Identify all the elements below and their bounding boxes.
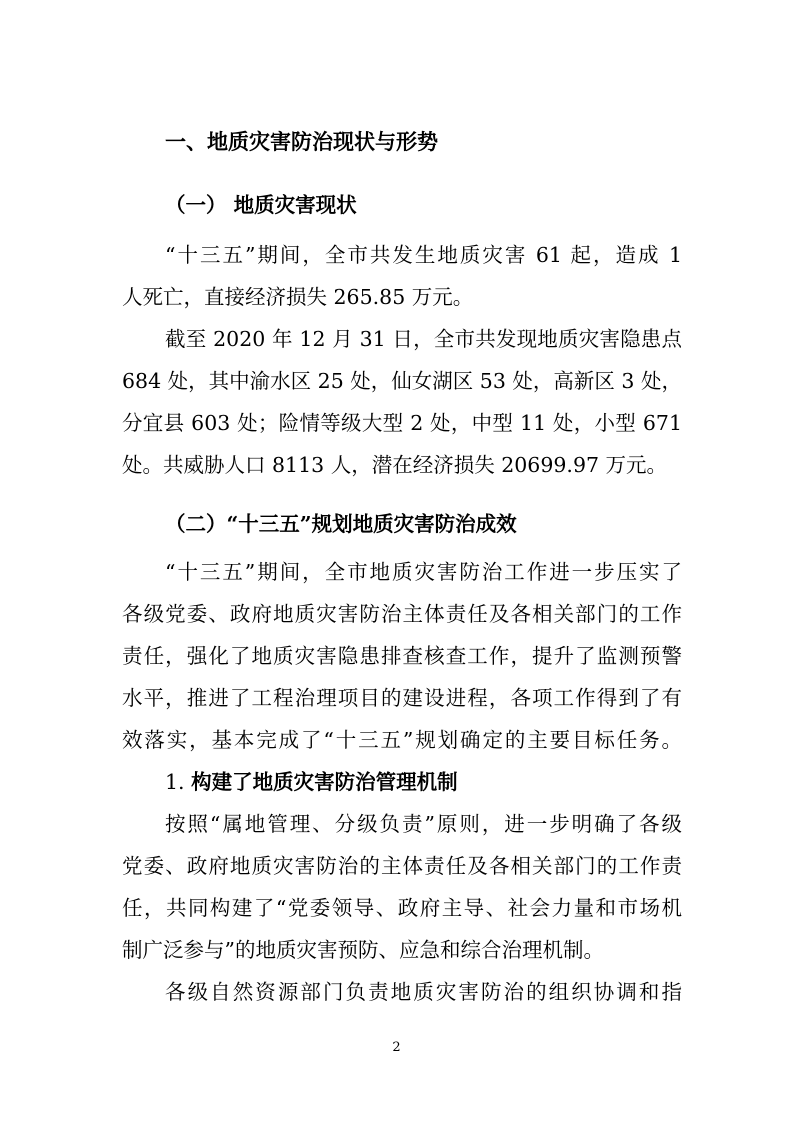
subheading-number: 1. — [165, 770, 185, 794]
paragraph-line: 按照“属地管理、分级负责”原则，进一步明确了各级 — [165, 812, 682, 836]
paragraph-line: 684 处，其中渝水区 25 处，仙女湖区 53 处，高新区 3 处， — [122, 369, 682, 393]
paragraph-line: 各级自然资源部门负责地质灾害防治的组织协调和指 — [165, 980, 682, 1004]
paragraph-line: 责任，强化了地质灾害隐患排查核查工作，提升了监测预警 — [122, 644, 682, 668]
paragraph-line: 党委、政府地质灾害防治的主体责任及各相关部门的工作责 — [122, 854, 682, 878]
subheading-text: 构建了地质灾害防治管理机制 — [191, 770, 458, 794]
page-number: 2 — [392, 1040, 401, 1055]
chapter-heading: 一、地质灾害防治现状与形势 — [165, 129, 438, 154]
paragraph-line: 任，共同构建了“党委领导、政府主导、社会力量和市场机 — [122, 896, 682, 920]
paragraph-line: 人死亡，直接经济损失 265.85 万元。 — [122, 285, 474, 309]
paragraph-line: 截至 2020 年 12 月 31 日，全市共发现地质灾害隐患点 — [165, 327, 682, 351]
paragraph-line: 分宜县 603 处；险情等级大型 2 处，中型 11 处，小型 671 — [122, 411, 682, 435]
numbered-subheading — [165, 768, 682, 796]
paragraph-line: “十三五”期间，全市共发生地质灾害 61 起，造成 1 — [165, 243, 682, 267]
paragraph-line: 各级党委、政府地质灾害防治主体责任及各相关部门的工作 — [122, 602, 682, 626]
paragraph-line: 处。共威胁人口 8113 人，潜在经济损失 20699.97 万元。 — [122, 453, 668, 477]
paragraph-line: 制广泛参与”的地质灾害预防、应急和综合治理机制。 — [122, 938, 604, 962]
paragraph-line: 效落实，基本完成了“十三五”规划确定的主要目标任务。 — [122, 728, 682, 752]
section-heading-current-status: （一） 地质灾害现状 — [165, 193, 357, 217]
paragraph-line: 水平，推进了工程治理项目的建设进程，各项工作得到了有 — [122, 686, 682, 710]
section-heading-achievements: （二）“十三五”规划地质灾害防治成效 — [165, 512, 517, 536]
paragraph-line: “十三五”期间，全市地质灾害防治工作进一步压实了 — [165, 560, 682, 584]
